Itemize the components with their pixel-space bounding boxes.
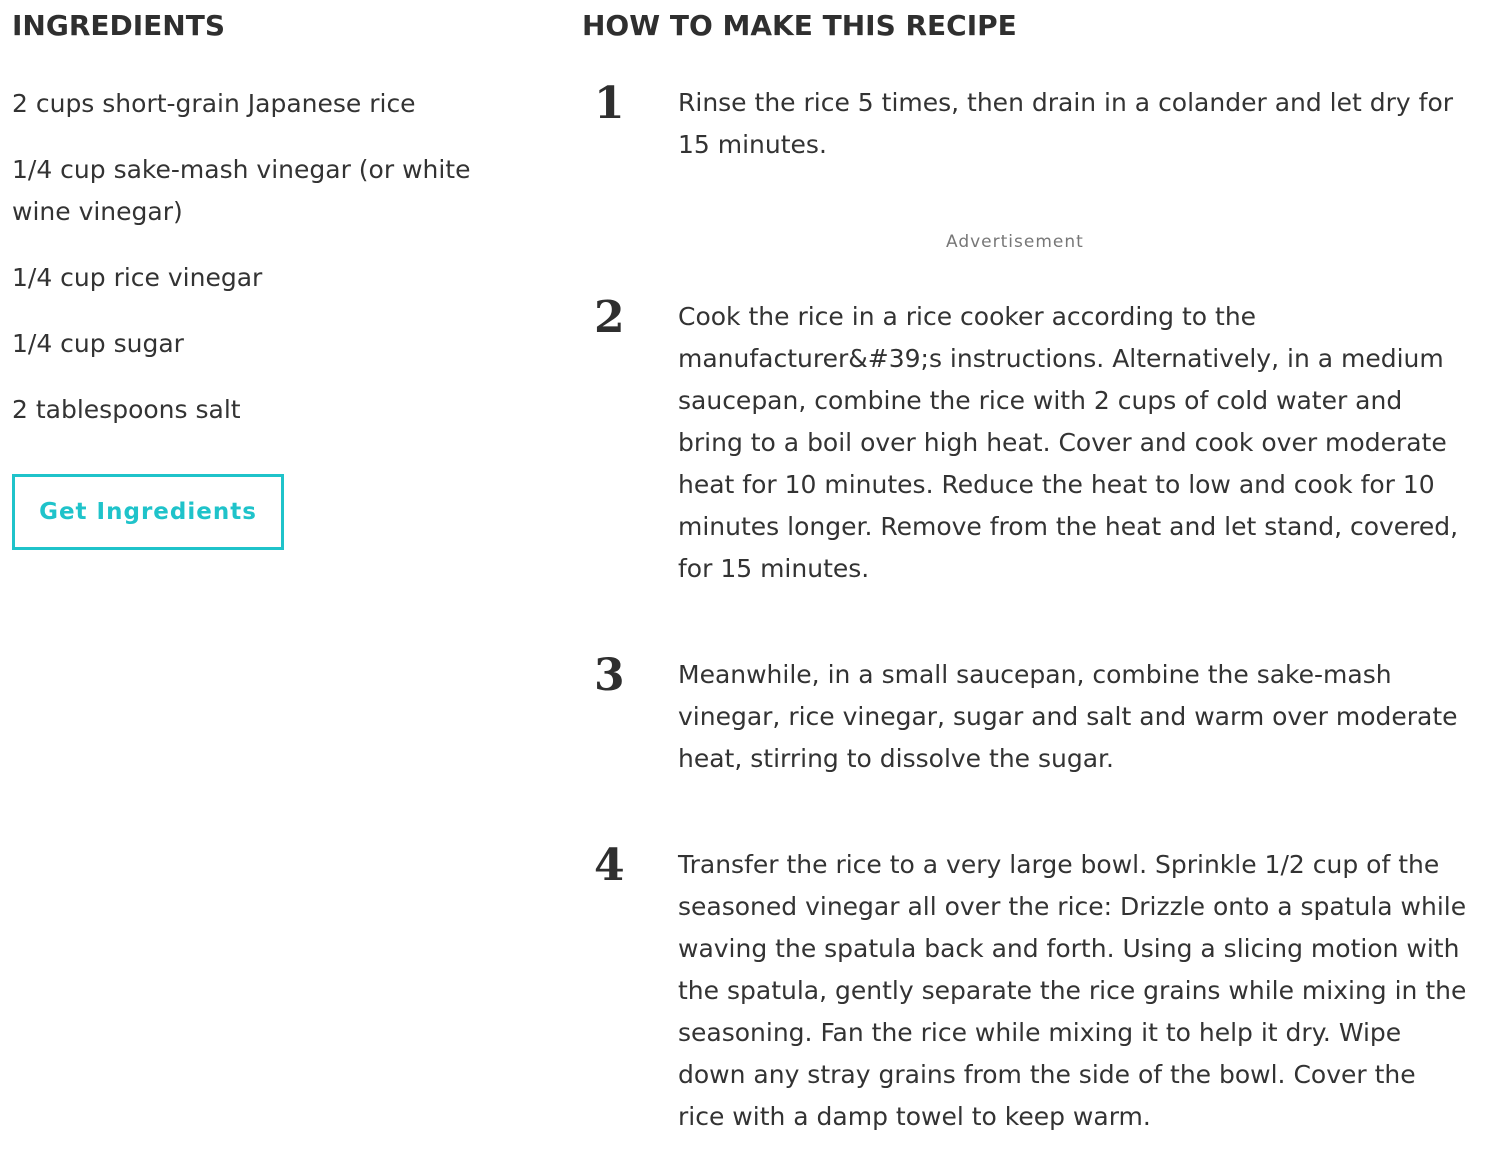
step-text: Cook the rice in a rice cooker according to the manufacturer&#39;s instructions. Alternatively, in a medium saucepan, combine the rice with 2 cups of cold water and bring to a boil over high heat. Cover and cook over moderate heat for 10 minutes. Reduce the heat to low and cook for 10 minutes longer. Remove from the heat and let stand, covered, for 15 minutes.: [678, 302, 1459, 583]
step-text: Meanwhile, in a small saucepan, combine the sake-mash vinegar, rice vinegar, sugar and salt and warm over moderate heat, stirring to dissolve the sugar.: [678, 660, 1458, 773]
ingredients-heading: INGREDIENTS: [12, 9, 226, 42]
step-number: 3: [594, 650, 625, 701]
ingredient-item: 1/4 cup rice vinegar: [12, 263, 263, 292]
ingredient-item: 2 cups short-grain Japanese rice: [12, 89, 416, 118]
ingredient-item: 1/4 cup sake-mash vinegar (or white wine vinegar): [12, 155, 471, 226]
get-ingredients-button[interactable]: Get Ingredients: [12, 474, 284, 550]
step-number: 1: [594, 78, 625, 129]
step-text: Rinse the rice 5 times, then drain in a colander and let dry for 15 minutes.: [678, 88, 1454, 159]
step-number: 4: [594, 840, 625, 891]
advertisement-label: Advertisement: [946, 232, 1084, 252]
step-text: Transfer the rice to a very large bowl. Sprinkle 1/2 cup of the seasoned vinegar all over the rice: Drizzle onto a spatula while waving the spatula back and forth. Using a slicing motion with the spatula, gently separate the rice grains while mixing in the seasoning. Fan the rice while mixing it to help it dry. Wipe down any stray grains from the side of the bowl. Cover the rice with a damp towel to keep warm.: [678, 850, 1467, 1131]
directions-heading: HOW TO MAKE THIS RECIPE: [582, 9, 1017, 42]
ingredient-item: 1/4 cup sugar: [12, 329, 184, 358]
ingredient-list: [12, 83, 512, 455]
step-number: 2: [594, 292, 625, 343]
ingredient-item: 2 tablespoons salt: [12, 395, 241, 424]
